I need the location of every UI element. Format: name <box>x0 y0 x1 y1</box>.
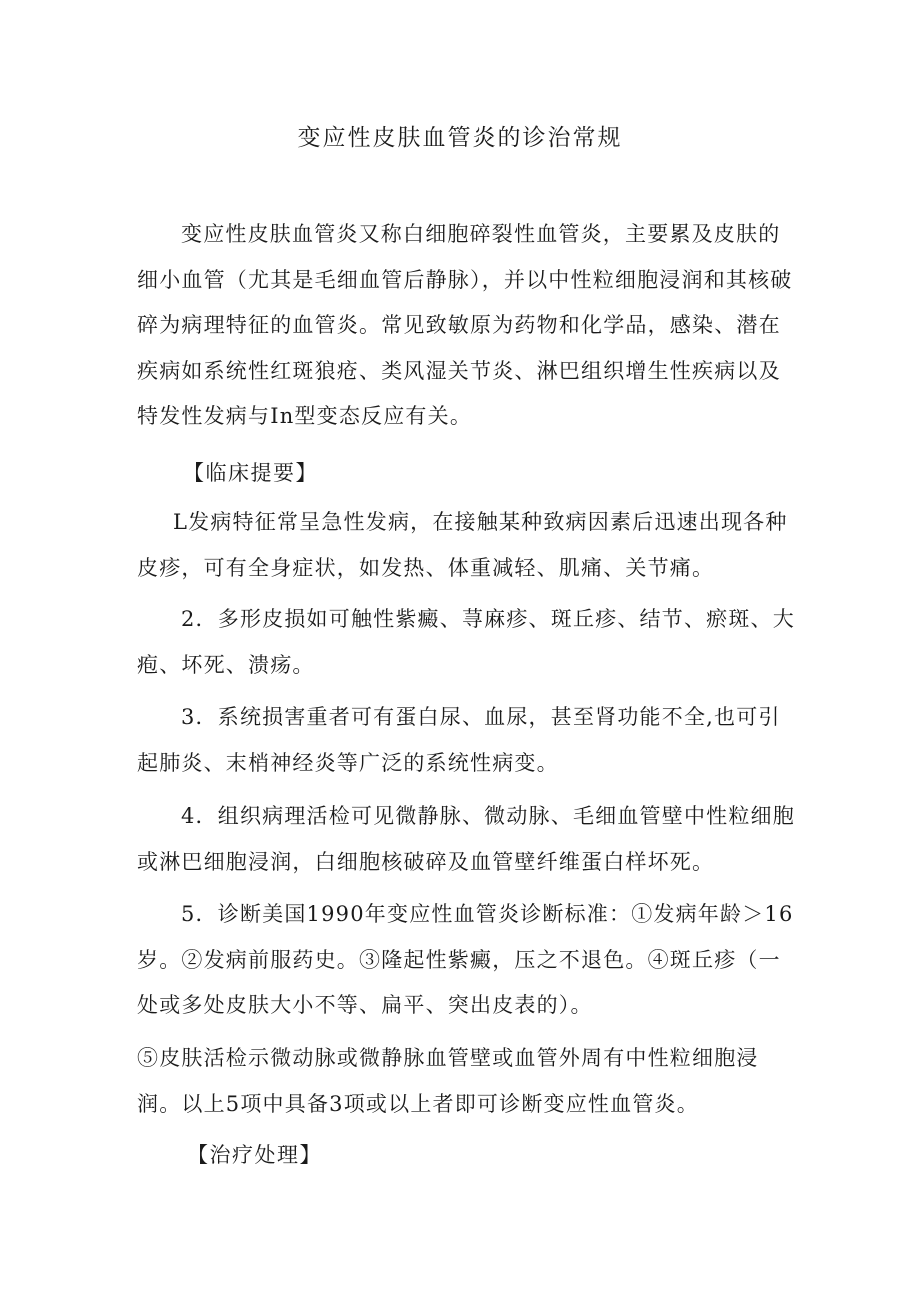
document-title: 变应性皮肤血管炎的诊治常规 <box>297 125 623 151</box>
clinical-item-2: 2．多形皮损如可触性紫癜、荨麻疹、斑丘疹、结节、瘀斑、大疱、坏死、溃疡。 <box>137 607 795 677</box>
clinical-item-5-continued: ⑤皮肤活检示微动脉或微静脉血管壁或血管外周有中性粒细胞浸润。以上5项中具备3项或以上者即可诊断变应性血管炎。 <box>137 1046 759 1116</box>
clinical-item-1: L发病特征常呈急性发病，在接触某种致病因素后迅速出现各种皮疹，可有全身症状，如发热、体重减轻、肌痛、关节痛。 <box>137 510 788 580</box>
clinical-item-3: 3．系统损害重者可有蛋白尿、血尿，甚至肾功能不全,也可引起肺炎、末梢神经炎等广泛的系统性病变。 <box>137 705 781 775</box>
section-heading-clinical: 【临床提要】 <box>183 461 318 485</box>
clinical-item-4: 4．组织病理活检可见微静脉、微动脉、毛细血管壁中性粒细胞或淋巴细胞浸润，白细胞核破碎及血管壁纤维蛋白样坏死。 <box>137 804 795 874</box>
intro-paragraph: 变应性皮肤血管炎又称白细胞碎裂性血管炎，主要累及皮肤的细小血管（尤其是毛细血管后静脉），并以中性粒细胞浸润和其核破碎为病理特征的血管炎。常见致敏原为药物和化学品，感染、潜在疾病如系统性红斑狼疮、类风湿关节炎、淋巴组织增生性疾病以及特发性发病与In型变态反应有关。 <box>137 222 793 428</box>
clinical-item-5: 5．诊断美国1990年变应性血管炎诊断标准：①发病年龄＞16岁。②发病前服药史。③隆起性紫癜，压之不退色。④斑丘疹（一处或多处皮肤大小不等、扁平、突出皮表的）。 <box>137 902 794 1017</box>
section-heading-treatment: 【治疗处理】 <box>187 1143 322 1167</box>
